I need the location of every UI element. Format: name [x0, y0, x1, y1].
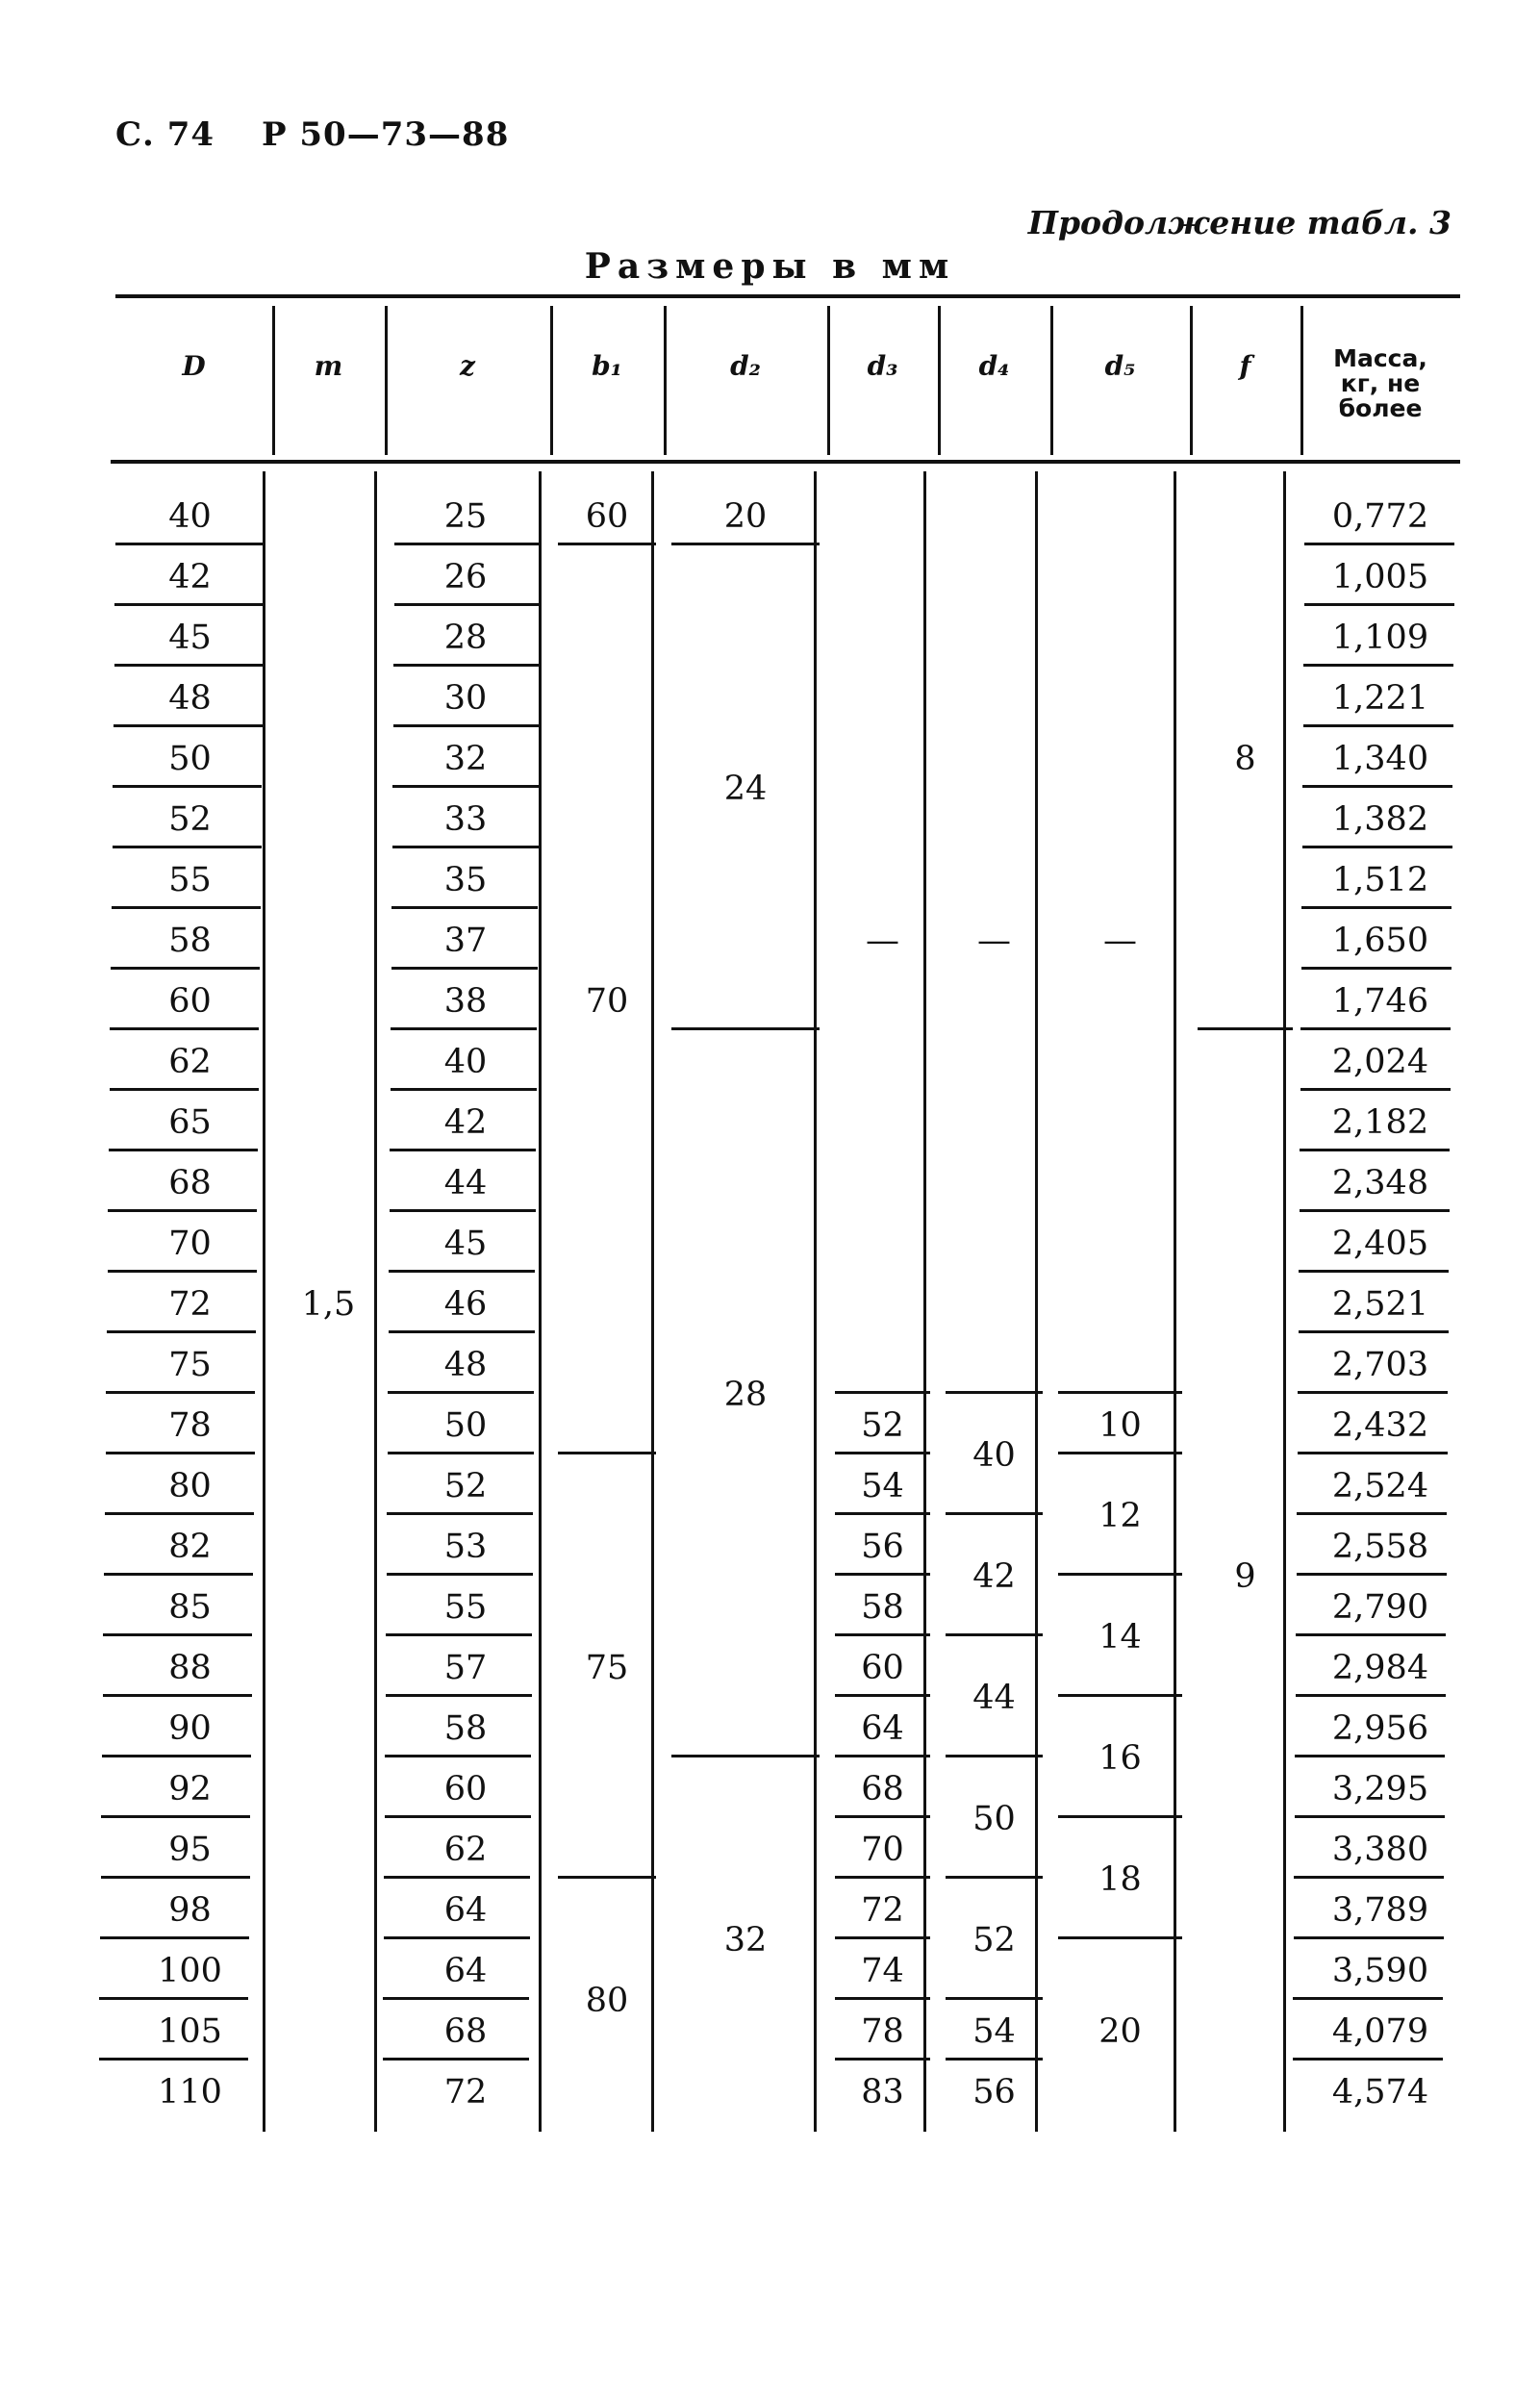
cell-d5-rule	[1058, 1694, 1182, 1697]
row-rule-z	[391, 967, 538, 970]
cell-z: 25	[443, 496, 488, 536]
cell-d2: 24	[723, 770, 768, 808]
row-rule-mass	[1303, 664, 1453, 667]
cell-mass: 3,380	[1331, 1830, 1429, 1869]
cell-d3-rule	[835, 1633, 930, 1636]
cell-d3: 58	[861, 1587, 904, 1627]
cell-b1: 70	[585, 981, 629, 1021]
cell-d3: 78	[861, 2011, 904, 2051]
cell-z: 60	[443, 1769, 488, 1808]
cell-d: 80	[168, 1466, 212, 1505]
header-b1: b₁	[592, 349, 622, 382]
cell-mass: 2,524	[1331, 1466, 1429, 1505]
row-rule-mass	[1301, 906, 1452, 909]
row-rule-d	[113, 846, 262, 848]
cell-z: 38	[443, 981, 488, 1021]
row-rule-mass	[1293, 2058, 1443, 2061]
cell-mass: 2,348	[1331, 1163, 1429, 1202]
cell-d5: 20	[1098, 2011, 1142, 2051]
row-rule-z	[389, 1330, 535, 1333]
cell-z: 37	[443, 921, 488, 960]
cell-mass: 2,521	[1331, 1284, 1429, 1324]
cell-d4: 42	[972, 1557, 1016, 1596]
cell-d3-rule	[835, 2058, 930, 2061]
cell-d3-rule	[835, 1694, 930, 1697]
row-rule-z	[386, 1633, 532, 1636]
cell-d3: 64	[861, 1708, 904, 1748]
row-rule-mass	[1302, 846, 1452, 848]
cell-mass: 2,558	[1331, 1527, 1429, 1566]
cell-d: 42	[168, 557, 212, 596]
row-rule-z	[383, 1997, 529, 2000]
cell-d3-rule	[835, 1452, 930, 1454]
row-rule-d	[104, 1573, 253, 1576]
row-rule-d	[108, 1209, 257, 1212]
cell-d: 70	[168, 1224, 212, 1263]
row-rule-mass	[1294, 1876, 1444, 1879]
table-top-rule	[115, 294, 1460, 298]
cell-d2-rule	[671, 1755, 820, 1757]
cell-mass: 1,382	[1331, 799, 1429, 839]
cell-z: 72	[443, 2072, 488, 2111]
cell-mass: 1,746	[1331, 981, 1429, 1021]
cell-d4: 50	[972, 1800, 1016, 1838]
cell-d5: 10	[1098, 1405, 1142, 1445]
cell-d3-rule	[835, 1573, 930, 1576]
row-rule-z	[389, 1270, 535, 1273]
cell-mass: 1,650	[1331, 921, 1429, 960]
cell-d2: 28	[723, 1376, 768, 1414]
cell-z: 64	[443, 1890, 488, 1930]
cell-f: 9	[1234, 1557, 1256, 1596]
row-rule-mass	[1299, 1330, 1449, 1333]
cell-d3: 54	[861, 1466, 904, 1505]
cell-b1-rule	[558, 1452, 656, 1454]
cell-d4-rule	[946, 1997, 1043, 2000]
cell-d4-rule	[946, 1512, 1043, 1515]
row-rule-mass	[1296, 1633, 1446, 1636]
row-rule-mass	[1302, 785, 1452, 788]
cell-d3: 83	[861, 2072, 904, 2111]
cell-z: 68	[443, 2011, 488, 2051]
cell-d: 55	[168, 860, 212, 899]
row-rule-mass	[1298, 1391, 1448, 1394]
row-rule-z	[388, 1391, 534, 1394]
row-rule-z	[387, 1573, 533, 1576]
cell-d3-rule	[835, 1936, 930, 1939]
cell-d4-rule	[946, 1633, 1043, 1636]
row-rule-z	[391, 1027, 537, 1030]
body-column-divider	[539, 471, 542, 2132]
cell-d3: 70	[861, 1830, 904, 1869]
row-rule-d	[108, 1270, 257, 1273]
row-rule-mass	[1294, 1936, 1444, 1939]
row-rule-z	[392, 846, 539, 848]
row-rule-d	[110, 1027, 259, 1030]
row-rule-mass	[1303, 724, 1453, 727]
row-rule-mass	[1300, 1088, 1451, 1091]
cell-d3-rule	[835, 1876, 930, 1879]
cell-mass: 3,789	[1331, 1890, 1429, 1930]
cell-d5: 18	[1098, 1860, 1142, 1899]
cell-mass: 0,772	[1331, 496, 1429, 536]
cell-d4-rule	[946, 1755, 1043, 1757]
cell-d2: 20	[723, 496, 768, 536]
row-rule-mass	[1296, 1694, 1446, 1697]
cell-d: 95	[168, 1830, 212, 1869]
cell-d2: 32	[723, 1921, 768, 1960]
cell-mass: 1,005	[1331, 557, 1429, 596]
cell-d: 90	[168, 1708, 212, 1748]
cell-d5: 14	[1098, 1618, 1142, 1656]
header-d4: d₄	[978, 349, 1010, 382]
cell-z: 30	[443, 678, 488, 718]
row-rule-mass	[1297, 1512, 1447, 1515]
cell-d: 68	[168, 1163, 212, 1202]
cell-d3-rule	[835, 1755, 930, 1757]
cell-z: 33	[443, 799, 488, 839]
cell-z: 64	[443, 1951, 488, 1990]
cell-z: 53	[443, 1527, 488, 1566]
cell-d4-rule	[946, 1876, 1043, 1879]
cell-d: 85	[168, 1587, 212, 1627]
cell-d3: 68	[861, 1769, 904, 1808]
row-rule-z	[391, 1088, 537, 1091]
page-number: С. 74	[115, 115, 215, 154]
row-rule-mass	[1304, 603, 1454, 606]
cell-d: 62	[168, 1042, 212, 1081]
row-rule-z	[383, 2058, 529, 2061]
row-rule-mass	[1300, 1149, 1450, 1151]
row-rule-mass	[1300, 1209, 1450, 1212]
row-rule-z	[391, 906, 538, 909]
cell-b1: 80	[585, 1982, 629, 2020]
row-rule-d	[109, 1149, 258, 1151]
cell-b1: 60	[585, 496, 629, 536]
cell-d: 40	[168, 496, 212, 536]
cell-mass: 2,024	[1331, 1042, 1429, 1081]
row-rule-z	[386, 1694, 532, 1697]
cell-d: 105	[158, 2011, 222, 2051]
cell-d: 45	[168, 618, 212, 657]
table-units: Размеры в мм	[584, 246, 956, 287]
row-rule-z	[387, 1512, 533, 1515]
row-rule-d	[99, 2058, 248, 2061]
row-rule-mass	[1299, 1270, 1449, 1273]
row-rule-z	[394, 603, 541, 606]
row-rule-d	[100, 1936, 249, 1939]
header-d: D	[182, 349, 206, 382]
cell-d: 52	[168, 799, 212, 839]
cell-d4-rule	[946, 1391, 1043, 1394]
cell-z: 48	[443, 1345, 488, 1384]
header-bottom-rule	[111, 460, 1460, 464]
row-rule-d	[114, 664, 264, 667]
cell-d5-rule	[1058, 1452, 1182, 1454]
cell-d: 88	[168, 1648, 212, 1687]
cell-z: 44	[443, 1163, 488, 1202]
row-rule-d	[114, 724, 263, 727]
row-rule-mass	[1304, 543, 1454, 545]
cell-d3: 72	[861, 1890, 904, 1930]
header-d2: d₂	[730, 349, 761, 382]
cell-d4: 44	[972, 1679, 1016, 1717]
cell-mass: 4,574	[1331, 2072, 1429, 2111]
cell-d5: 12	[1098, 1497, 1142, 1535]
row-rule-d	[103, 1633, 252, 1636]
cell-z: 55	[443, 1587, 488, 1627]
cell-f-rule	[1198, 1027, 1293, 1030]
row-rule-d	[105, 1512, 254, 1515]
row-rule-d	[103, 1694, 252, 1697]
cell-z: 52	[443, 1466, 488, 1505]
row-rule-mass	[1295, 1815, 1445, 1818]
cell-mass: 3,295	[1331, 1769, 1429, 1808]
row-rule-d	[102, 1755, 251, 1757]
row-rule-d	[115, 543, 265, 545]
cell-d2-rule	[671, 543, 820, 545]
row-rule-z	[394, 543, 541, 545]
cell-z: 58	[443, 1708, 488, 1748]
cell-mass: 2,790	[1331, 1587, 1429, 1627]
cell-d4: 40	[972, 1436, 1016, 1475]
cell-d: 78	[168, 1405, 212, 1445]
row-rule-d	[107, 1330, 256, 1333]
row-rule-d	[112, 906, 261, 909]
cell-mass: 2,984	[1331, 1648, 1429, 1687]
cell-d4-rule	[946, 2058, 1043, 2061]
cell-d5-rule	[1058, 1573, 1182, 1576]
row-rule-mass	[1293, 1997, 1443, 2000]
row-rule-mass	[1300, 1027, 1451, 1030]
cell-z: 28	[443, 618, 488, 657]
cell-d5: 16	[1098, 1739, 1142, 1778]
row-rule-z	[393, 664, 540, 667]
cell-d: 60	[168, 981, 212, 1021]
cell-z: 40	[443, 1042, 488, 1081]
cell-d: 75	[168, 1345, 212, 1384]
row-rule-z	[388, 1452, 534, 1454]
row-rule-z	[385, 1755, 531, 1757]
cell-d3-rule	[835, 1997, 930, 2000]
row-rule-d	[106, 1452, 255, 1454]
row-rule-z	[392, 785, 539, 788]
header-f: f	[1239, 349, 1251, 382]
row-rule-d	[99, 1997, 248, 2000]
cell-z: 62	[443, 1830, 488, 1869]
row-rule-d	[110, 1088, 259, 1091]
cell-mass: 4,079	[1331, 2011, 1429, 2051]
cell-z: 57	[443, 1648, 488, 1687]
cell-d3: 52	[861, 1405, 904, 1445]
cell-mass: 2,432	[1331, 1405, 1429, 1445]
cell-d: 110	[158, 2072, 222, 2111]
cell-b1: 75	[585, 1648, 629, 1687]
row-rule-mass	[1298, 1452, 1448, 1454]
cell-z: 42	[443, 1102, 488, 1142]
cell-d3-rule	[835, 1815, 930, 1818]
cell-d5-rule	[1058, 1936, 1182, 1939]
cell-d: 50	[168, 739, 212, 778]
cell-d3-rule	[835, 1512, 930, 1515]
row-rule-d	[113, 785, 262, 788]
cell-mass: 3,590	[1331, 1951, 1429, 1990]
row-rule-d	[111, 967, 260, 970]
header-d5: d₅	[1104, 349, 1136, 382]
table-continuation: Продолжение табл. 3	[1027, 204, 1452, 241]
cell-d5-rule	[1058, 1815, 1182, 1818]
cell-d3: 56	[861, 1527, 904, 1566]
cell-b1-rule	[558, 1876, 656, 1879]
row-rule-mass	[1295, 1755, 1445, 1757]
cell-d5: —	[1103, 921, 1137, 960]
cell-mass: 2,703	[1331, 1345, 1429, 1384]
cell-z: 26	[443, 557, 488, 596]
row-rule-z	[393, 724, 540, 727]
header-mass-line: более	[1338, 394, 1423, 422]
header-z: z	[460, 349, 475, 382]
cell-mass: 1,109	[1331, 618, 1429, 657]
row-rule-d	[101, 1815, 250, 1818]
cell-d4: 54	[972, 2011, 1016, 2051]
header-mass-line: Масса,	[1333, 344, 1427, 372]
cell-d: 72	[168, 1284, 212, 1324]
row-rule-d	[114, 603, 264, 606]
cell-d: 48	[168, 678, 212, 718]
row-rule-d	[101, 1876, 250, 1879]
row-rule-mass	[1301, 967, 1452, 970]
cell-z: 35	[443, 860, 488, 899]
row-rule-z	[384, 1876, 530, 1879]
header-m: m	[314, 349, 343, 382]
cell-mass: 1,221	[1331, 678, 1429, 718]
cell-d4: —	[977, 921, 1011, 960]
cell-d3: 60	[861, 1648, 904, 1687]
cell-d4: 52	[972, 1921, 1016, 1960]
cell-d: 98	[168, 1890, 212, 1930]
cell-mass: 2,405	[1331, 1224, 1429, 1263]
header-mass-line: кг, не	[1340, 369, 1421, 397]
cell-d: 100	[158, 1951, 222, 1990]
row-rule-z	[390, 1209, 536, 1212]
row-rule-z	[390, 1149, 536, 1151]
cell-d5-rule	[1058, 1391, 1182, 1394]
row-rule-mass	[1297, 1573, 1447, 1576]
cell-d: 92	[168, 1769, 212, 1808]
cell-d: 65	[168, 1102, 212, 1142]
header-d3: d₃	[867, 349, 898, 382]
cell-mass: 2,182	[1331, 1102, 1429, 1142]
cell-z: 50	[443, 1405, 488, 1445]
cell-d3: 74	[861, 1951, 904, 1990]
row-rule-d	[106, 1391, 255, 1394]
cell-d: 58	[168, 921, 212, 960]
cell-z: 46	[443, 1284, 488, 1324]
cell-d4: 56	[972, 2072, 1016, 2111]
cell-mass: 1,340	[1331, 739, 1429, 778]
cell-z: 45	[443, 1224, 488, 1263]
cell-d3-rule	[835, 1391, 930, 1394]
cell-f: 8	[1234, 739, 1256, 778]
row-rule-z	[385, 1815, 531, 1818]
cell-m: 1,5	[301, 1284, 356, 1324]
cell-mass: 1,512	[1331, 860, 1429, 899]
cell-d2-rule	[671, 1027, 820, 1030]
standard-number: Р 50—73—88	[262, 115, 510, 154]
row-rule-z	[384, 1936, 530, 1939]
cell-z: 32	[443, 739, 488, 778]
cell-d3-dash: —	[866, 921, 899, 960]
cell-mass: 2,956	[1331, 1708, 1429, 1748]
cell-b1-rule	[558, 543, 656, 545]
cell-d: 82	[168, 1527, 212, 1566]
